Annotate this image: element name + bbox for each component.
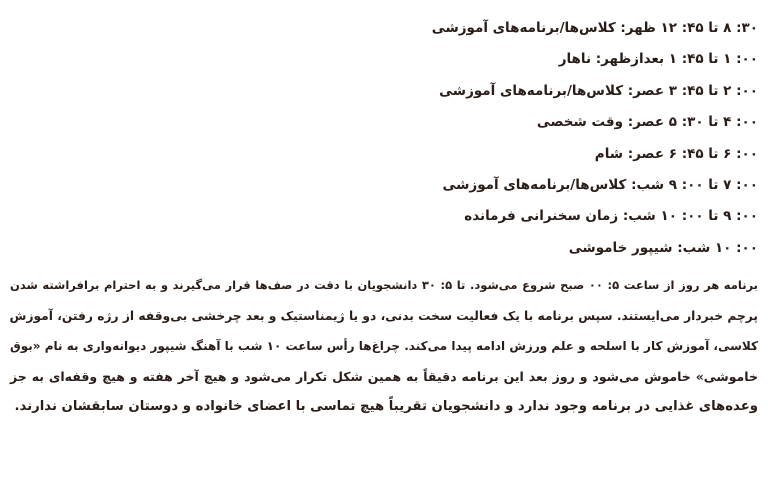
description-paragraph (10, 270, 758, 423)
paragraph-line: وعده‌های غذایی در برنامه وجود ندارد و دانشجویان تقریباً هیچ تماسی با اعضای خانواده و دوستان سابقشان ندارند. (14, 399, 758, 415)
schedule-item: ۰۰: ۹ تا ۰۰: ۱۰ شب: زمان سخنرانی فرمانده (464, 208, 758, 225)
daily-schedule-list (18, 13, 758, 264)
paragraph-line: خاموشی» خاموش می‌شود و روز بعد این برنامه دقیقاً به همین شکل تکرار می‌شود و هیچ آخر هفته و هیچ وقفه‌ای به جز (10, 368, 758, 384)
schedule-item: ۰۰: ۷ تا ۰۰: ۹ شب: کلاس‌ها/برنامه‌های آموزشی (442, 176, 758, 193)
paragraph-line: پرچم خبردار می‌ایستند. سپس برنامه با یک فعالیت سخت بدنی، دو یا ژیمناستیک و بعد چرخشی بی‌وقفه از رژه رفتن، آموزش (9, 308, 758, 323)
schedule-item: ۰۰: ۱ تا ۴۵: ۱ بعدازظهر: ناهار (558, 51, 758, 68)
schedule-item: ۰۰: ۲ تا ۴۵: ۳ عصر: کلاس‌ها/برنامه‌های آموزشی (439, 82, 758, 99)
schedule-item: ۳۰: ۸ تا ۴۵: ۱۲ ظهر: کلاس‌ها/برنامه‌های آموزشی (431, 20, 758, 36)
schedule-item: ۰۰: ۶ تا ۴۵: ۶ عصر: شام (594, 145, 758, 162)
schedule-item: ۰۰: ۴ تا ۳۰: ۵ عصر: وقت شخصی (536, 114, 758, 131)
paragraph-line: برنامه هر روز از ساعت ۵: ۰۰ صبح شروع می‌شود. تا ۵: ۳۰ دانشجویان با دقت در صف‌ها قرار می‌گیرند و به احترام برافراشته شدن (10, 278, 758, 292)
paragraph-line: کلاسی، آموزش کار با اسلحه و علم ورزش ادامه پیدا می‌کند. چراغ‌ها رأس ساعت ۱۰ شب با آهنگ شیپور دیوانه‌واری به نام «بوق (10, 339, 758, 354)
schedule-item: ۰۰: ۱۰ شب: شیپور خاموشی (568, 239, 758, 256)
